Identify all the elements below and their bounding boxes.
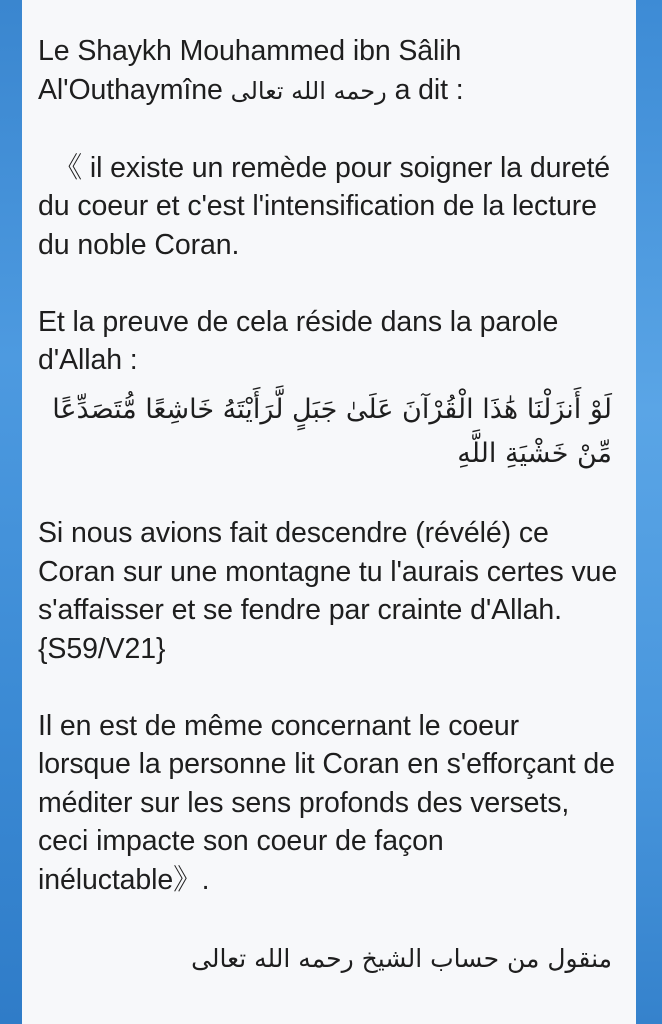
background-right-strip [636, 0, 662, 1024]
intro-honorific-arabic: رحمه الله تعالى [230, 76, 387, 105]
quote-opening-paragraph: 《 il existe un remède pour soigner la dureté du coeur et c'est l'intensification de la lecture du noble Coran. [38, 151, 618, 261]
conclusion-paragraph: Il en est de même concernant le coeur lorsque la personne lit Coran en s'efforçant de méditer sur les sens profonds des versets, ceci impacte son coeur de façon inéluctable》. [38, 709, 623, 896]
paragraph-gap [38, 264, 618, 303]
message-card [22, 0, 636, 1024]
intro-line-2 [38, 71, 618, 111]
verse-translation-paragraph: Si nous avions fait descendre (révélé) ce Coran sur une montagne tu l'aurais certes vue s'affaisser et se fendre par crainte d'Allah. {S59/V21} [38, 517, 626, 665]
paragraph-gap [38, 476, 618, 515]
background-left-strip [0, 0, 22, 1024]
source-note-arabic: منقول من حساب الشيخ رحمه الله تعالى [191, 944, 612, 973]
quran-verse-arabic: لَوْ أَنزَلْنَا هَٰذَا الْقُرْآنَ عَلَىٰ جَبَلٍ لَّرَأَيْتَهُ خَاشِعًا مُّتَصَدِّعًا مِّنْ خَشْيَةِ اللَّهِ [52, 393, 612, 469]
intro-name: Al'Outhaymîne [38, 73, 231, 106]
proof-intro-paragraph: Et la preuve de cela réside dans la parole d'Allah : [38, 305, 567, 376]
intro-said: a dit : [386, 73, 464, 106]
paragraph-gap [38, 110, 618, 149]
paragraph-gap [38, 668, 618, 707]
intro-line-1: Le Shaykh Mouhammed ibn Sâlih [38, 35, 462, 67]
